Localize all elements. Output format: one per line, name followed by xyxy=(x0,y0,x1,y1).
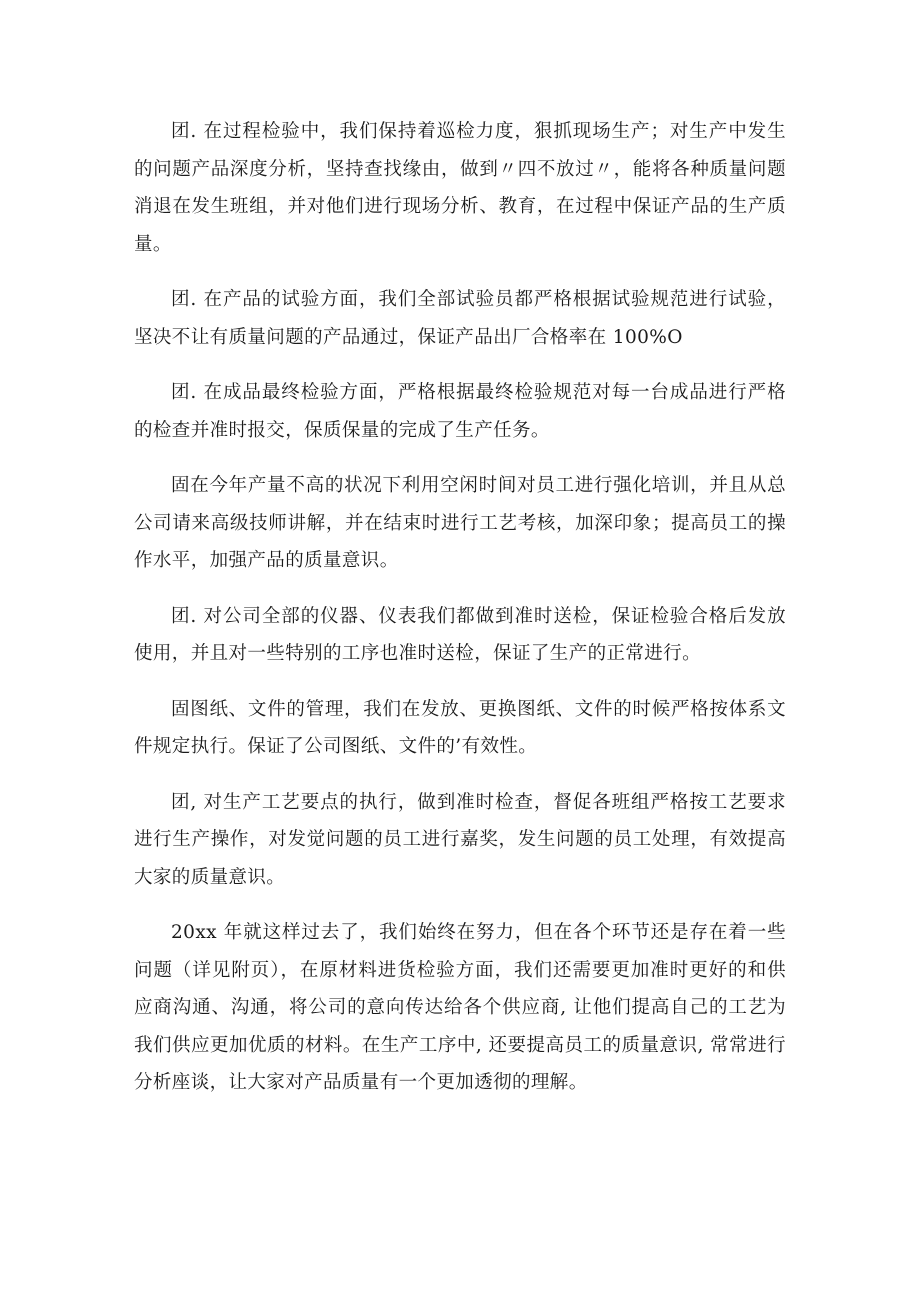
paragraph-process-inspection: 团. 在过程检验中，我们保持着巡检力度，狠抓现场生产；对生产中发生的问题产品深度分析，坚持查找缘由，做到〃四不放过〃，能将各种质量问题消退在发生班组，并对他们进行现场分析、教育，在过程中保证产品的生产质量。 xyxy=(134,121,786,255)
paragraph-final-inspection: 团. 在成品最终检验方面，严格根据最终检验规范对每一台成品进行严格的检查并准时报交，保质保量的完成了生产任务。 xyxy=(134,382,786,441)
document-body xyxy=(134,113,786,1120)
paragraph-year-summary: 20xx 年就这样过去了，我们始终在努力，但在各个环节还是存在着一些问题（详见附页），在原材料进货检验方面，我们还需要更加准时更好的和供应商沟通、沟通，将公司的意向传达给各个供应商, 让他们提高自己的工艺为我们供应更加优质的材料。在生产工序中, 还要提高员工的质量意识, 常常进行分析座谈，让大家对产品质量有一个更加透彻的理解。 xyxy=(134,922,786,1093)
paragraph-instrument-calibration: 团. 对公司全部的仪器、仪表我们都做到准时送检，保证检验合格后发放使用，并且对一些特别的工序也准时送检，保证了生产的正常进行。 xyxy=(134,605,786,664)
paragraph-document-management: 固图纸、文件的管理，我们在发放、更换图纸、文件的时候严格按体系文件规定执行。保证了公司图纸、文件的’有效性。 xyxy=(134,698,786,757)
paragraph-process-execution: 团, 对生产工艺要点的执行，做到准时检查，督促各班组严格按工艺要求进行生产操作，对发觉问题的员工进行嘉奖，发生问题的员工处理，有效提高大家的质量意识。 xyxy=(134,791,786,888)
paragraph-product-testing: 团. 在产品的试验方面，我们全部试验员都严格根据试验规范进行试验，坚决不让有质量问题的产品通过，保证产品出厂合格率在 100%O xyxy=(134,289,786,348)
paragraph-staff-training: 固在今年产量不高的状况下利用空闲时间对员工进行强化培训，并且从总公司请来高级技师讲解，并在结束时进行工艺考核，加深印象；提高员工的操作水平，加强产品的质量意识。 xyxy=(134,475,786,571)
